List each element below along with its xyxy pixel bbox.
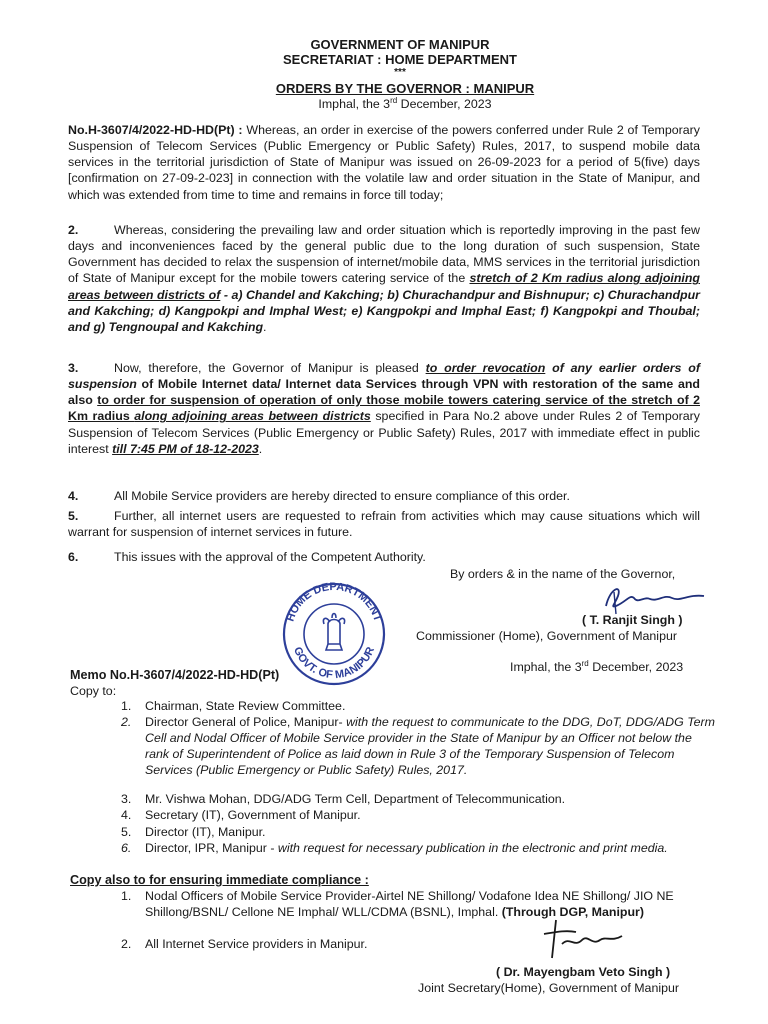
memo-date-text-end: December, 2023	[588, 660, 684, 674]
header-government: GOVERNMENT OF MANIPUR	[310, 37, 490, 52]
paragraph-3-suspension: to order for suspension of operation of only those mobile towers catering service of the stretch of 2 Km radius	[68, 393, 700, 424]
copy-item-number: 1.	[121, 699, 132, 713]
copy-item-text: Chairman, State Review Committee.	[145, 699, 346, 713]
paragraph-4-text: All Mobile Service providers are hereby directed to ensure compliance of this order.	[114, 489, 570, 503]
paragraph-3-deadline: till 7:45 PM of 18-12-2023	[112, 441, 259, 456]
compliance-item-text: All Internet Service providers in Manipur.	[145, 937, 368, 951]
paragraph-3-end: .	[258, 441, 263, 456]
paragraph-3	[68, 360, 700, 457]
handwritten-signature-icon	[536, 914, 626, 960]
paragraph-6-text: This issues with the approval of the Competent Authority.	[114, 550, 426, 564]
copy-item-number: 2.	[121, 715, 132, 729]
paragraph-2-emphasis: stretch of 2 Km radius along adjoining areas between districts of	[68, 271, 700, 302]
copy-item-text: Director (IT), Manipur.	[145, 825, 266, 839]
copy-to-label: Copy to:	[70, 684, 117, 698]
date-sup: rd	[390, 95, 398, 105]
signatory-designation: Commissioner (Home), Government of Manipur	[416, 629, 677, 643]
paragraph-6-number: 6.	[68, 550, 79, 564]
handwritten-signature-icon	[600, 582, 710, 616]
memo-reference: Memo No.H-3607/4/2022-HD-HD(Pt)	[70, 668, 280, 682]
memo-date-sup: rd	[581, 658, 589, 668]
compliance-item-number: 2.	[121, 937, 132, 951]
paragraph-1	[68, 122, 700, 203]
paragraph-5-number: 5.	[68, 509, 79, 523]
by-orders-line: By orders & in the name of the Governor,	[450, 567, 676, 581]
paragraph-3-districts: along adjoining areas between districts	[134, 409, 371, 424]
paragraph-6	[68, 549, 700, 565]
signatory-name: ( T. Ranjit Singh )	[582, 613, 683, 627]
paragraph-4-number: 4.	[68, 489, 79, 503]
copy-item-number: 6.	[121, 841, 132, 855]
seal-bottom-text: GOVT. OF MANIPUR	[291, 645, 377, 682]
paragraph-1-text: Whereas, an order in exercise of the powers conferred under Rule 2 of Temporary Suspension of Telecom Services (Public Emergency or Public Safety) Rules, 2017, to suspend mobile data services in the territorial jurisdiction of State of Manipur was issued on 26-09-2023 for a period of 5(five) days [confirmation on 27-09-2-023] in connection with the volatile law and order situation in the State of Manipur, and which was extended from time to time and remains in force till today;	[68, 123, 700, 202]
paragraph-3-s1: Now, therefore, the Governor of Manipur is pleased	[114, 361, 426, 375]
copy-item-number: 3.	[121, 792, 132, 806]
seal-top-text: HOME DEPARTMENT	[284, 580, 384, 624]
paragraph-3-s3: of any earlier orders of suspension	[68, 361, 700, 392]
compliance-item-route: (Through DGP, Manipur)	[501, 905, 644, 920]
copy-item-text: Mr. Vishwa Mohan, DDG/ADG Term Cell, Department of Telecommunication.	[145, 792, 566, 806]
copy-item-note: with request for necessary publication in the electronic and print media.	[274, 841, 668, 855]
memo-date-text: Imphal, the 3	[510, 660, 582, 674]
compliance-item-number: 1.	[121, 889, 132, 903]
svg-text:HOME DEPARTMENT	[284, 581, 383, 623]
header-department: SECRETARIAT : HOME DEPARTMENT	[283, 52, 517, 67]
home-department-seal-icon	[272, 574, 396, 686]
paragraph-2-end: .	[263, 319, 267, 334]
paragraph-2-text: Whereas, considering the prevailing law and order situation which is reportedly improving in the past few days and inconveniences faced by the general public due to the long duration of such suspension, State Government has decided to relax the suspension of internet/mobile data, MMS services in the territorial jurisdiction of State of Manipur except for the mobile towers catering service of the	[68, 223, 700, 286]
paragraph-2-number: 2.	[68, 223, 79, 237]
compliance-item-text: Nodal Officers of Mobile Service Provider-Airtel NE Shillong/ Vodafone Idea NE Shillong/ JIO NE Shillong/BSNL/ Cellone NE Imphal/ WLL/CDMA (BSNL), Imphal.	[145, 889, 674, 920]
paragraph-3-s7: specified in Para No.2 above under Rules 2 of Temporary Suspension of Telecom Services (Public Emergency or Public Safety) Rules, 2017 with immediate effect in public interest	[68, 409, 700, 456]
signatory-2-designation: Joint Secretary(Home), Government of Manipur	[418, 981, 679, 995]
date-text-end: December, 2023	[397, 97, 492, 111]
copy-item-text: Secretary (IT), Government of Manipur.	[145, 808, 361, 822]
paragraph-2-districts: - a) Chandel and Kakching; b) Churachandpur and Bishnupur; c) Churachandpur and Kakching; d) Kangpokpi and Imphal West; e) Kangpokpi and Imphal East; f) Kangpokpi and Thoubal; and g) Tengnoupal and Kakching	[68, 287, 701, 334]
paragraph-3-revocation: to order revocation	[425, 361, 546, 375]
copy-item-number: 5.	[121, 825, 132, 839]
paragraph-2	[68, 222, 700, 335]
copy-item-number: 4.	[121, 808, 132, 822]
order-date	[0, 96, 768, 112]
copy-item-note: with the request to communicate to the DDG, DoT, DDG/ADG Term Cell and Nodal Officer of Mobile Service provider in the State of Manipur by an Officer not below the rank of Superintendent of Police as laid down in Rule 3 of the Temporary Suspension of Telecom Services (Public Emergency or Public Safety) Rules, 2017.	[145, 715, 715, 778]
official-seal	[272, 574, 396, 690]
paragraph-5	[68, 508, 700, 540]
header-stars: ***	[394, 67, 406, 78]
orders-title: ORDERS BY THE GOVERNOR : MANIPUR	[275, 81, 535, 96]
copy-also-heading: Copy also to for ensuring immediate compliance :	[70, 873, 369, 887]
copy-item-text: Director General of Police, Manipur-	[145, 715, 343, 729]
signature-veto-singh	[536, 914, 626, 964]
copy-item-text: Director, IPR, Manipur -	[145, 841, 275, 855]
paragraph-3-s4: of Mobile Internet data/ Internet data Services through VPN with restoration of the same and also	[68, 377, 700, 408]
paragraph-3-number: 3.	[68, 361, 79, 375]
paragraph-4	[68, 488, 700, 504]
paragraph-5-text: Further, all internet users are requested to refrain from activities which may cause situations which will warrant for suspension of internet services in future.	[68, 509, 700, 540]
date-text: Imphal, the 3	[318, 97, 391, 111]
signatory-2-name: ( Dr. Mayengbam Veto Singh )	[496, 965, 671, 979]
memo-date	[510, 659, 683, 675]
order-reference: No.H-3607/4/2022-HD-HD(Pt) :	[68, 123, 243, 137]
